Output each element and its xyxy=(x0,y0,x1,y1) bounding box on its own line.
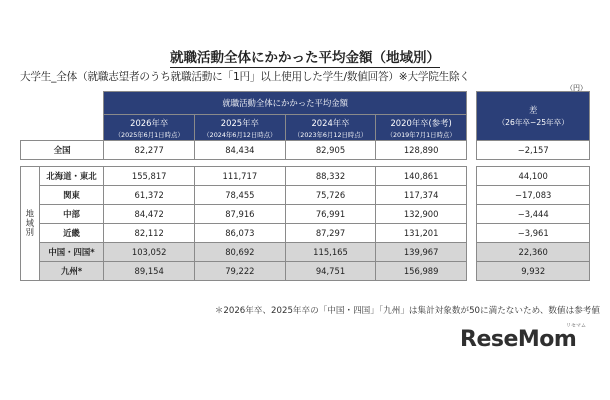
diff-cell: 9,932 xyxy=(477,262,590,281)
data-table xyxy=(20,91,590,281)
cell: 117,374 xyxy=(376,186,467,205)
row-label: 中部 xyxy=(39,205,104,224)
cell: 140,861 xyxy=(376,167,467,186)
footnote: ＊2026年卒、2025年卒の「中国・四国」「九州」は集計対象数が50に満たないため、数値は参考値 xyxy=(214,306,600,316)
cell: 82,112 xyxy=(104,224,195,243)
diff-header: 差 （26年卒−25年卒） xyxy=(477,92,590,141)
cell: 94,751 xyxy=(285,262,376,281)
cell: 78,455 xyxy=(195,186,286,205)
table-row xyxy=(21,205,590,224)
table-row xyxy=(21,186,590,205)
diff-cell: 22,360 xyxy=(477,243,590,262)
header-row-1 xyxy=(21,92,590,115)
diff-cell: −2,157 xyxy=(477,141,590,160)
unit-label: （円） xyxy=(566,84,587,92)
cell: 82,277 xyxy=(104,141,195,160)
cell: 86,073 xyxy=(195,224,286,243)
cell: 84,434 xyxy=(195,141,286,160)
table-row xyxy=(21,167,590,186)
cell: 87,297 xyxy=(285,224,376,243)
region-group-label: 地域別 xyxy=(21,167,40,281)
cell: 87,916 xyxy=(195,205,286,224)
cell: 80,692 xyxy=(195,243,286,262)
row-label: 北海道・東北 xyxy=(39,167,104,186)
cell: 155,817 xyxy=(104,167,195,186)
cell: 156,989 xyxy=(376,262,467,281)
col-header-2024: 2024年卒 （2023年6月12日時点） xyxy=(285,115,376,141)
cell: 132,900 xyxy=(376,205,467,224)
cell: 128,890 xyxy=(376,141,467,160)
table-row xyxy=(21,262,590,281)
subtitle: 大学生_全体（就職志望者のうち就職活動に「1円」以上使用した学生/数値回答）※大学院生除く xyxy=(20,71,470,83)
cell: 75,726 xyxy=(285,186,376,205)
table-row xyxy=(21,224,590,243)
cell: 88,332 xyxy=(285,167,376,186)
cell: 76,991 xyxy=(285,205,376,224)
col-header-2020: 2020年卒(参考) （2019年7月1日時点） xyxy=(376,115,467,141)
row-label: 全国 xyxy=(21,141,104,160)
logo-kana: リセマム xyxy=(566,323,586,329)
diff-cell: −3,444 xyxy=(477,205,590,224)
row-label: 九州* xyxy=(39,262,104,281)
cell: 79,222 xyxy=(195,262,286,281)
row-label: 関東 xyxy=(39,186,104,205)
cell: 115,165 xyxy=(285,243,376,262)
cell: 103,052 xyxy=(104,243,195,262)
cell: 111,717 xyxy=(195,167,286,186)
cell: 89,154 xyxy=(104,262,195,281)
group-header: 就職活動全体にかかった平均金額 xyxy=(104,92,467,115)
cell: 131,201 xyxy=(376,224,467,243)
col-header-2025: 2025年卒 （2024年6月12日時点） xyxy=(195,115,286,141)
diff-cell: 44,100 xyxy=(477,167,590,186)
cell: 139,967 xyxy=(376,243,467,262)
resemom-logo: ReseMom xyxy=(460,327,577,352)
table-row-national xyxy=(21,141,590,160)
col-header-2026: 2026年卒 （2025年6月1日時点） xyxy=(104,115,195,141)
cell: 61,372 xyxy=(104,186,195,205)
diff-cell: −3,961 xyxy=(477,224,590,243)
cell: 84,472 xyxy=(104,205,195,224)
diff-cell: −17,083 xyxy=(477,186,590,205)
row-label: 近畿 xyxy=(39,224,104,243)
row-label: 中国・四国* xyxy=(39,243,104,262)
table-row xyxy=(21,243,590,262)
page-title: 就職活動全体にかかった平均金額（地域別） xyxy=(170,50,440,66)
cell: 82,905 xyxy=(285,141,376,160)
